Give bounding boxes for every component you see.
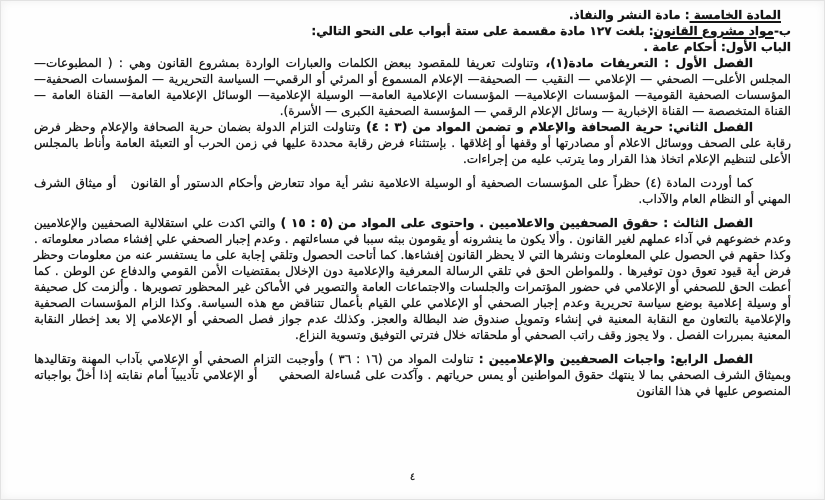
text-segment: تناولت المواد من (١٦ : ٣٦ ) وأوجبت التزام الصحفي أو الإعلامي بآداب المهنة وتقاليدها وبميثاق الشرف الصحفي بما لا ينتهك حقوق المواطنين أو يمس حرياتهم . وآكدت على مُساءلة الصحفي أو الإعلامي تآديبيآ أمام نقابته إذا أخلّ بواجباته المنصوص عليها في هذا القانون [34,352,791,398]
text-segment: الفصل الأول : التعريفات مادة(١)، [539,56,753,70]
text-segment: والتي اكدت علي استقلالية الصحفيين والإعلاميين وعدم خضوعهم في آداء عملهم لغير القانون . وألا يكون ما ينشرونه أو يقومون ببثه سببا في مساءلتهم . وعدم إجبار الصحفي علي إفشاء مصادر معلوماته . وكذا حقهم في الحصول علي المعلومات ونشرها التي لا يحظر القانون إفشاءها. كما أتاحت الحصول وتلقي إجابة على ما يستفسر عنه من معلومات وحظر فرض أية قيود تعوق دون توفيرها . وللمواطن الحق في تلقي الرسالة المعرفية والإعلامية دون الإخلال بمقتضيات الأمن القومي والدفاع عن الوطن . كما أعطت الحق للصحفي أو الإعلامي في حضور المؤتمرات والجلسات والاجتماعات العامة والتصوير في الأماكن غير المحظور تصويرها . وألزمت كل صحيفة أو وسيلة إعلامية بوضع سياسة تحريرية وعدم إجبار الصحفي أو الإعلامي علي القيام بأعمال تتناقض مع هذه السياسة. وكذا الزام المؤسسات الصحفية والإعلامية بالتعاون مع النقابة المعنية في إنشاء وتمويل صندوق ضد البطالة والعجز. وكذلك عدم جواز فصل الصحفي أو الإعلامي إلا بعد إخطار النقابة المعنية بمبررات الفصل . ولا يجوز وقف راتب الصحفي أو ملحقاته خلال فترتي التوفيق وتسوية النزاع. [34,216,791,342]
section-two-press-freedom [34,119,791,167]
text-segment: مواد مشروع القانون [653,24,774,38]
section-three-rights [34,215,791,343]
section-one-definitions [34,55,791,119]
text-segment: الفصل الثالث : حقوق الصحفيين والاعلاميين . واحتوى على المواد من (٥ : ١٥ ) [275,216,753,230]
text-segment: ب- [773,24,791,38]
text-segment: كما أوردت المادة (٤) حظراً على المؤسسات الصحفية أو الوسيلة الاعلامية نشر أية مواد تتعارض وأحكام الدستور أو القانون أو ميثاق الشرف المهني أو النظام العام والآداب. [34,176,791,206]
article-four-paragraph [34,175,791,207]
text-segment: الفصل الثاني: حرية الصحافة والإعلام و تضمن المواد من (٣ : ٤) [360,120,754,134]
chapter-one-heading [34,39,791,55]
text-segment: الفصل الرابع: واجبات الصحفيين والإعلاميين : [473,352,754,366]
text-segment: : مادة النشر والنفاذ. [568,8,690,22]
document-body [34,7,791,399]
text-segment: المادة الخامسة [689,8,781,22]
text-segment: وتناولت التزام الدولة بضمان حرية الصحافة والإعلام وحظر فرض رقابة على الصحف ووسائل الاعلام أو مصادرتها أو وقفها أو إغلاقها . بإستثناء فرض رقابة محددة عليها في زمن الحرب أو التعبئة العامة وأناط بالمجلس الأعلى لتنظيم الإعلام اتخاذ هذا القرار وما يترتب عليه من إجراءات. [34,120,791,166]
page-number: ٤ [409,472,416,483]
text-segment: : بلغت ١٢٧ مادة مقسمة على ستة أبواب على النحو التالي: [311,24,654,38]
law-articles-heading [34,23,791,39]
section-four-duties [34,351,791,399]
article-five-heading [34,7,791,23]
text-segment: وتناولت تعريفا للمقصود ببعض الكلمات والعبارات الواردة بمشروع القانون وهي : ( المطبوعات— المجلس الأعلى— الصحفي — الإعلامي — النقيب — الصحيفة— الإعلام المسموع أو المرئي أو الرقمي— السياسة التحريرية — المؤسسات الصحفية— المؤسسات الصحفية القومية— المؤسسات الإعلامية— المؤسسات الإعلامية العامة— الوسيلة الإعلامية— الوسائل الإعلامية العامة— القناة العامة — القناة المتخصصة — القناة الإخبارية — وسائل الإعلام الرقمي — المؤسسة الصحفية الكبرى — الأسرة). [34,56,791,118]
text-segment: الباب الأول: أحكام عامة . [643,40,791,54]
